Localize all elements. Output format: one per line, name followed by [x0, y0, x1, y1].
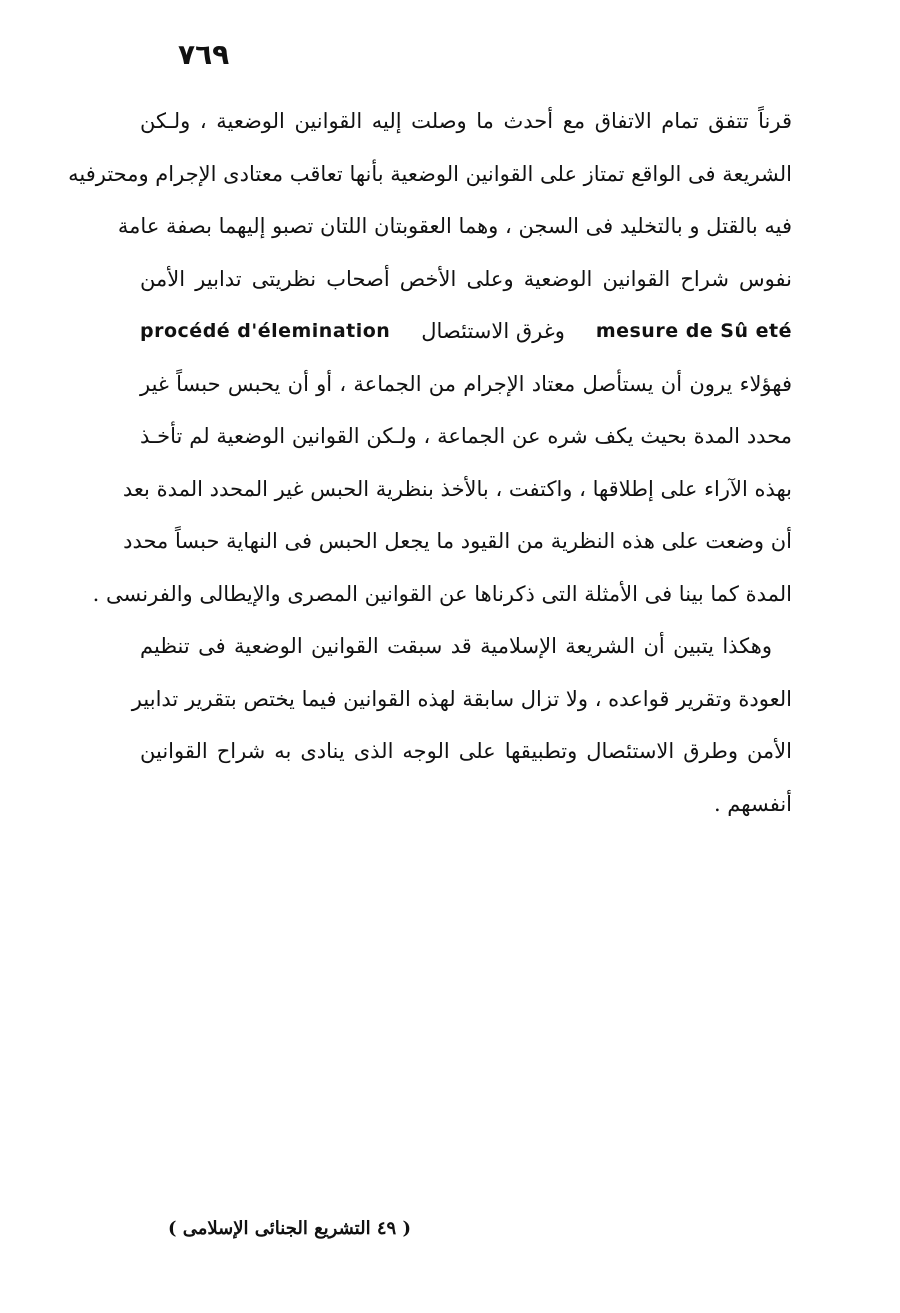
text-line: قرناً تتفق تمام الاتفاق مع أحدث ما وصلت إليه القوانين الوضعية ، ولـكن — [140, 109, 792, 133]
latin-term-procede: procédé d'élemination — [140, 320, 391, 342]
text-line: بهذه الآراء على إطلاقها ، واكتفت ، بالأخذ بنظرية الحبس غير المحدد المدة بعد — [122, 476, 792, 501]
text-line: المدة كما بينا فى الأمثلة التى ذكرناها عن القوانين المصرى والإيطالى والفرنسى . — [92, 581, 792, 606]
text-line: فيه بالقتل و بالتخليد فى السجن ، وهما العقوبتان اللتان تصبو إليهما بصفة عامة — [117, 214, 792, 238]
footer-signature: ( ٤٩ التشريع الجنائى الإسلامى ) — [168, 1218, 411, 1239]
text-line: أن وضعت على هذه النظرية من القيود ما يجعل الحبس فى النهاية حبساً محدد — [123, 529, 792, 553]
text-line: العودة وتقرير قواعده ، ولا تزال سابقة لهذه القوانين فيما يختص بتقرير تدابير — [131, 686, 792, 711]
text-line: الشريعة فى الواقع تمتاز على القوانين الوضعية بأنها تعاقب معتادى الإجرام ومحترفيه — [68, 161, 792, 186]
mixed-language-line — [140, 305, 792, 358]
page-number: ٧٦٩ — [178, 38, 230, 71]
text-line: محدد المدة بحيث يكف شره عن الجماعة ، ولـكن القوانين الوضعية لم تأخـذ — [140, 424, 792, 448]
body-text — [68, 95, 792, 830]
text-line: نفوس شراح القوانين الوضعية وعلى الأخص أصحاب نظريتى تدابير الأمن — [140, 266, 792, 291]
text-line: الأمن وطرق الاستئصال وتطبيقها على الوجه الذى ينادى به شراح القوانين — [140, 739, 792, 763]
arabic-term: وغرق الاستئصال — [421, 319, 565, 343]
text-line: وهكذا يتبين أن الشريعة الإسلامية قد سبقت القوانين الوضعية فى تنظيم — [140, 634, 772, 658]
latin-term-mesure: mesure de Sû eté — [595, 320, 792, 342]
text-line: أنفسهم . — [713, 791, 792, 816]
text-line: فهؤلاء يرون أن يستأصل معتاد الإجرام من الجماعة ، أو أن يحبس حبساً غير — [140, 371, 792, 396]
